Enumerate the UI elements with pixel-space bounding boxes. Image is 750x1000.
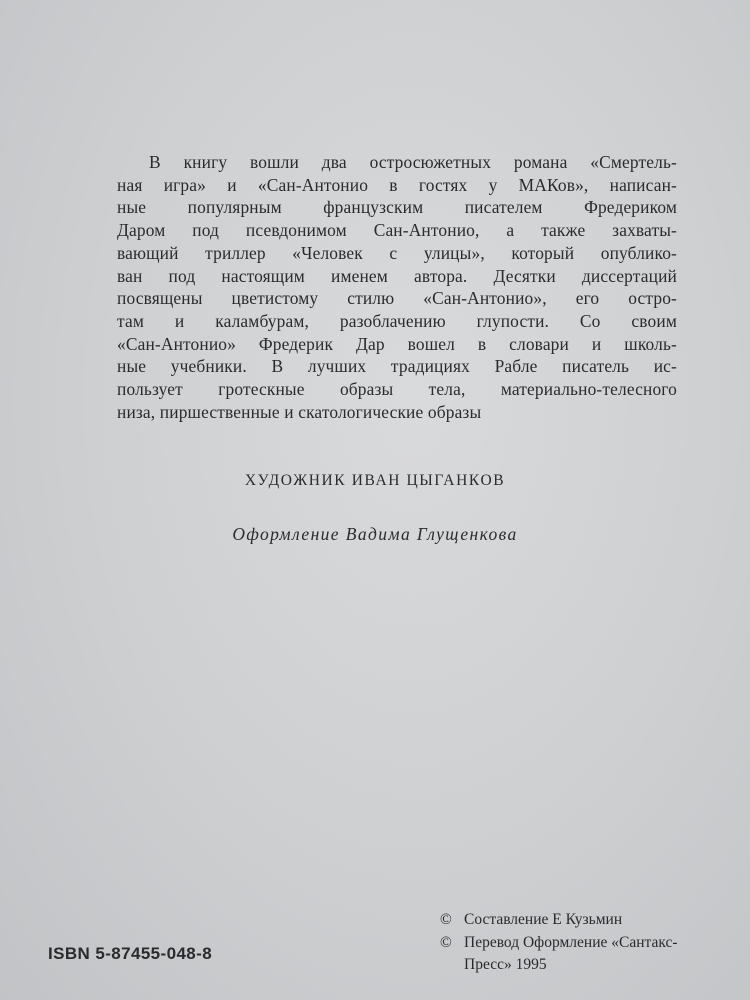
copyright-block <box>440 909 730 977</box>
design-credit: Оформление Вадима Глущенкова <box>232 524 518 544</box>
copyright-row-1 <box>440 909 730 932</box>
annotation-line-6: ван под настоящим именем автора. Десятки диссертаций <box>117 265 677 286</box>
annotation-line-4: Даром под псевдонимом Сан-Антонио, а также захваты- <box>117 220 677 241</box>
copyright-row-3: Пресс» 1995 <box>464 956 547 973</box>
annotation-line-12: низа, пиршественные и скатологические образы <box>117 401 482 422</box>
annotation-line-5: вающий триллер «Человек с улицы», который опублико- <box>117 242 677 263</box>
annotation-line-2: ная игра» и «Сан-Антонио в гостях у МАКов», написан- <box>117 174 677 195</box>
copyright-compilation: Составление Е Кузьмин <box>464 911 623 928</box>
annotation-line-9: «Сан-Антонио» Фредерик Дар вошел в словари и школь- <box>117 333 677 354</box>
annotation-line-10: ные учебники. В лучших традициях Рабле писатель ис- <box>117 356 677 377</box>
copyright-symbol-2: © <box>440 933 452 951</box>
isbn-number: ISBN 5-87455-048-8 <box>48 944 213 963</box>
copyright-translation: Перевод Оформление «Сантакс- <box>464 933 678 951</box>
artist-credit: ХУДОЖНИК ИВАН ЦЫГАНКОВ <box>244 472 506 489</box>
annotation-line-1: В книгу вошли два остросюжетных романа «Смертель- <box>149 152 677 172</box>
copyright-row-2 <box>440 932 730 955</box>
copyright-symbol-1: © <box>440 911 452 928</box>
annotation-line-11: пользует гротескные образы тела, материально-телесного <box>117 379 677 400</box>
annotation-line-8: там и каламбурам, разоблачению глупости. Со своим <box>117 310 677 331</box>
annotation-line-3: ные популярным французским писателем Фредериком <box>117 197 677 218</box>
annotation-line-7: посвящены цветистому стилю «Сан-Антонио», его остро- <box>117 288 677 309</box>
annotation-paragraph <box>117 151 677 423</box>
